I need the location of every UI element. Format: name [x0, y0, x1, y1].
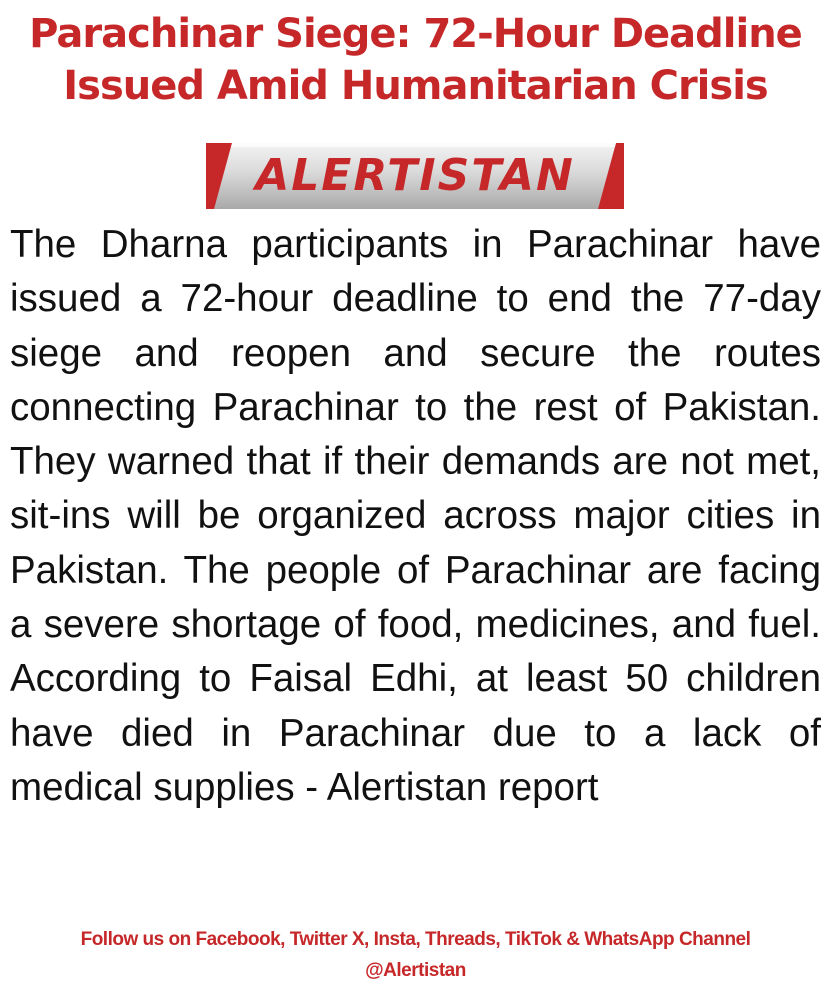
handle-text: @Alertistan	[365, 960, 466, 981]
headline	[0, 8, 831, 112]
article-body: The Dharna participants in Parachinar have issued a 72-hour deadline to end the 77-day siege and reopen and secure the routes connecting Parachinar to the rest of Pakistan. They warned that if their demands are not met, sit-ins will be organized across major cities in Pakistan. The people of Parachinar are facing a severe shortage of food, medicines, and fuel. According to Faisal Edhi, at least 50 children have died in Parachinar due to a lack of medical supplies - Alertistan report	[10, 223, 821, 809]
headline-line-2: Issued Amid Humanitarian Crisis	[63, 63, 768, 109]
follow-us-text: Follow us on Facebook, Twitter X, Insta, Threads, TikTok & WhatsApp Channel	[80, 929, 751, 950]
logo-wordmark: ALERTISTAN	[255, 150, 575, 201]
headline-line-1: Parachinar Siege: 72-Hour Deadline	[29, 11, 802, 57]
social-footer	[0, 924, 831, 986]
alertistan-logo	[206, 143, 624, 209]
